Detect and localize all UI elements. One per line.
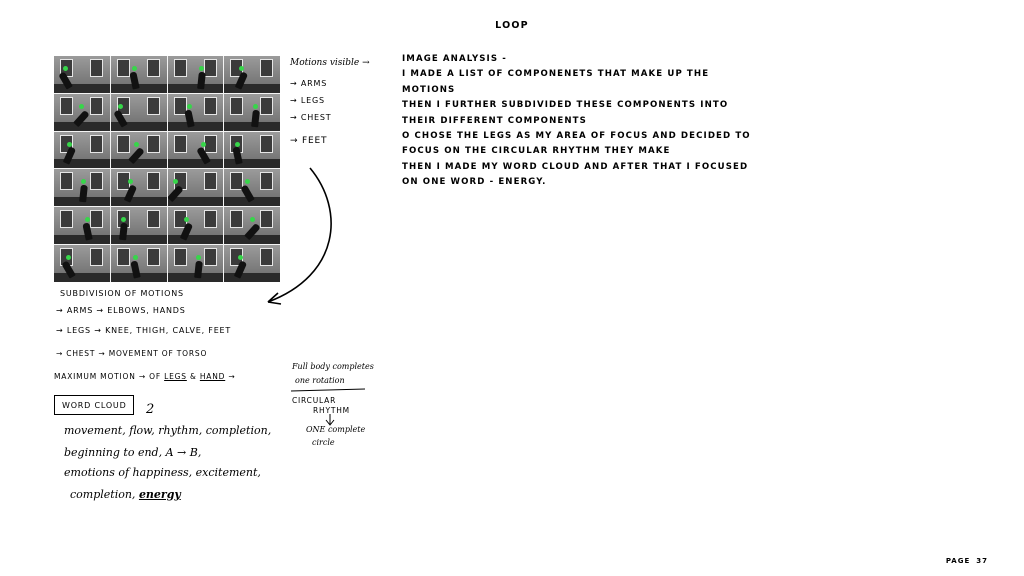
analysis-line: THEN I MADE MY WORD CLOUD AND AFTER THAT I FOCUSED — [402, 161, 749, 172]
word-cloud-label: WORD CLOUD — [62, 401, 127, 410]
analysis-line: I MADE A LIST OF COMPONENETS THAT MAKE UP THE — [402, 69, 710, 80]
circular-note: RHYTHM — [313, 406, 350, 415]
subdivision-chest: → CHEST → MOVEMENT OF TORSO — [56, 349, 208, 358]
divider-line — [291, 389, 365, 391]
subdivision-arms: → ARMS → ELBOWS, HANDS — [56, 306, 186, 315]
loop-arrow — [268, 168, 331, 302]
page-title: LOOP — [495, 20, 529, 31]
word-cloud-number: 2 — [146, 402, 155, 417]
analysis-line: IMAGE ANALYSIS - — [402, 54, 507, 64]
circular-note: CIRCULAR — [292, 396, 337, 405]
word-cloud-line: movement, flow, rhythm, completion, — [64, 424, 272, 437]
analysis-line: MOTIONS — [402, 84, 456, 95]
page-num: 37 — [976, 557, 988, 565]
analysis-line: THEN I FURTHER SUBDIVIDED THESE COMPONENTS INTO — [402, 100, 729, 111]
word-cloud-line: completion, energy — [70, 488, 181, 501]
page-number — [946, 557, 988, 565]
analysis-line: ON ONE WORD - ENERGY. — [402, 177, 547, 188]
word-cloud-line: emotions of happiness, excitement, — [64, 466, 261, 479]
motion-item: → LEGS — [290, 96, 325, 105]
analysis-line: THEIR DIFFERENT COMPONENTS — [402, 115, 587, 126]
analysis-line: FOCUS ON THE CIRCULAR RHYTHM THEY MAKE — [402, 146, 671, 157]
one-complete-note: circle — [312, 438, 335, 447]
maximum-motion: MAXIMUM MOTION → OF LEGS & HAND → — [54, 372, 236, 381]
page-label: PAGE — [945, 557, 971, 565]
subdivision-title: SUBDIVISION OF MOTIONS — [60, 289, 184, 298]
full-body-note: one rotation — [295, 376, 345, 385]
motion-item: → ARMS — [290, 79, 328, 88]
one-complete-note: ONE complete — [306, 425, 366, 434]
motion-item: → FEET — [290, 136, 328, 146]
word-cloud-line: beginning to end, A → B, — [64, 446, 202, 459]
analysis-line: O CHOSE THE LEGS AS MY AREA OF FOCUS AND DECIDED TO — [402, 131, 751, 142]
loop-arrow-head — [268, 293, 281, 304]
motions-visible-title: Motions visible → — [290, 58, 370, 68]
subdivision-legs: → LEGS → KNEE, THIGH, CALVE, FEET — [56, 326, 232, 335]
full-body-note: Full body completes — [292, 362, 374, 371]
motion-item: → CHEST — [290, 113, 332, 122]
